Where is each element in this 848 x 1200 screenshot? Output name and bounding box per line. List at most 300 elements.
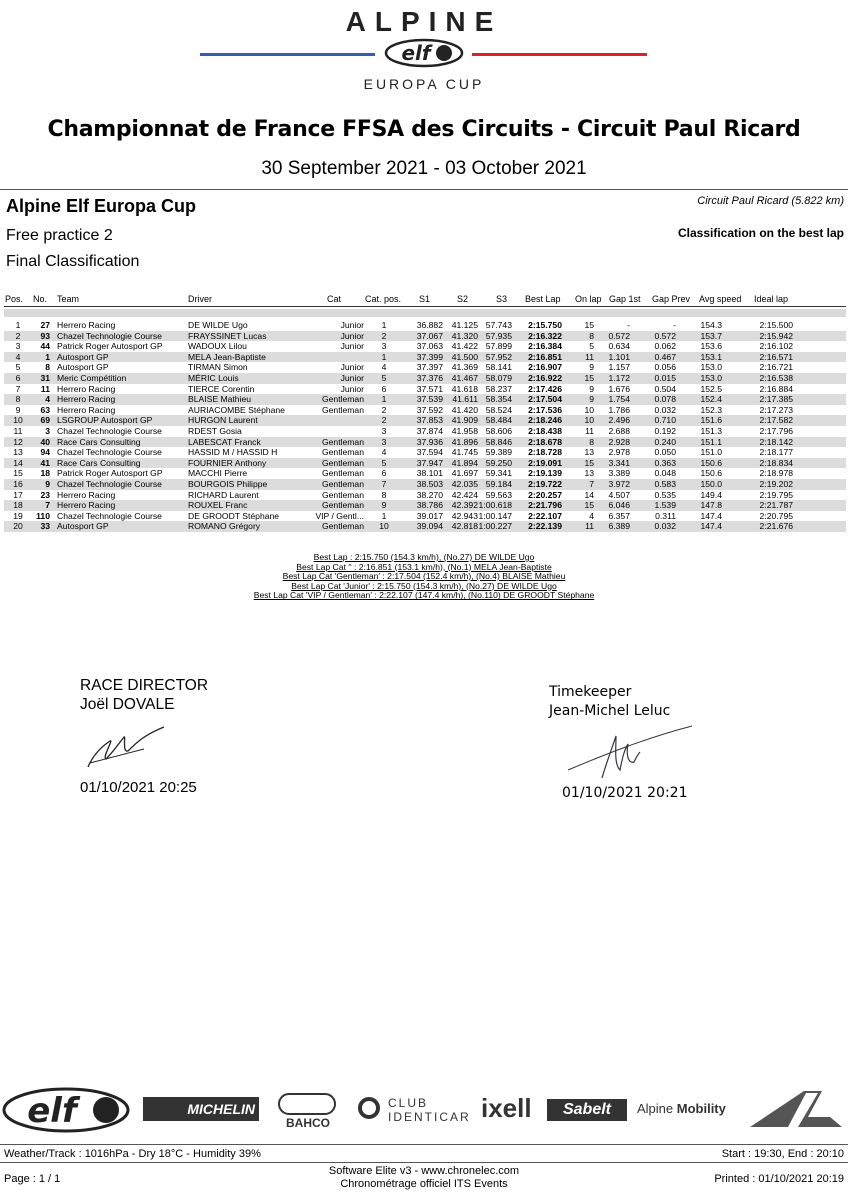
cell-team: Herrero Racing — [57, 404, 116, 415]
cell-onlap: 9 — [589, 362, 594, 373]
cell-pos: 6 — [15, 373, 21, 383]
cell-team: Herrero Racing — [57, 500, 116, 511]
cell-s3: 59.184 — [485, 479, 512, 489]
cell-onlap: 15 — [584, 320, 594, 330]
cell-pos: 16 — [13, 479, 23, 489]
cell-gapprev: 0.583 — [654, 479, 676, 489]
cell-s1: 37.067 — [416, 330, 443, 341]
cell-catpos: 1 — [381, 394, 387, 405]
cell-onlap: 7 — [589, 479, 594, 489]
best-lap-cat-junior: Best Lap Cat 'Junior' : 2:15.750 (154.3 km/h), (No.27) DE WILDE Ugo — [291, 580, 557, 591]
cell-gap1: 1.157 — [608, 362, 630, 373]
cell-no: 27 — [40, 320, 50, 330]
timekeeper-date: 01/10/2021 20:21 — [562, 785, 688, 801]
cell-gapprev: 0.050 — [654, 447, 676, 458]
cell-team: Chazel Technologie Course — [57, 330, 162, 341]
cell-s3: 57.743 — [485, 320, 512, 330]
cell-avg: 153.0 — [700, 373, 722, 383]
cell-s1: 37.397 — [416, 362, 443, 373]
cell-gapprev: 0.062 — [654, 341, 676, 352]
cell-catpos: 3 — [381, 436, 387, 447]
cell-driver: RDEST Gosia — [188, 426, 242, 436]
cell-best: 2:17.504 — [528, 394, 562, 405]
cell-no: 4 — [45, 394, 50, 405]
cell-team: Meric Compétition — [57, 373, 127, 383]
cell-onlap: 10 — [584, 415, 594, 426]
header-no: No. — [33, 294, 48, 304]
cell-driver: FRAYSSINET Lucas — [188, 330, 267, 341]
cell-gapprev: 0.032 — [654, 521, 676, 532]
cell-gapprev: 0.240 — [654, 436, 676, 447]
alpine-mobility-logo: Alpine Mobility — [637, 1101, 726, 1116]
cell-driver: LABESCAT Franck — [188, 436, 261, 447]
cell-best: 2:21.796 — [528, 500, 562, 511]
cell-s2: 41.422 — [451, 341, 478, 352]
cell-driver: RICHARD Laurent — [188, 489, 259, 500]
cell-driver: HASSID M / HASSID H — [188, 447, 278, 458]
cell-pos: 15 — [13, 468, 23, 479]
cell-s1: 37.853 — [416, 415, 443, 426]
cell-team: Autosport GP — [57, 351, 109, 362]
session-times: Start : 19:30, End : 20:10 — [721, 1148, 844, 1160]
cell-catpos: 5 — [381, 457, 387, 468]
cell-driver: BLAISE Mathieu — [188, 394, 252, 405]
cell-catpos: 7 — [381, 479, 387, 489]
cell-gap1: 2.978 — [608, 447, 630, 458]
cell-driver: WADOUX Lilou — [188, 341, 247, 352]
table-row — [0, 490, 848, 501]
table-row — [4, 415, 846, 426]
cell-s2: 41.745 — [451, 447, 478, 458]
cell-s2: 41.909 — [451, 415, 478, 426]
table-row — [0, 511, 848, 522]
cell-no: 18 — [40, 468, 50, 479]
cell-gapprev: 0.032 — [654, 404, 676, 415]
cell-gap1: 4.507 — [608, 489, 630, 500]
cell-onlap: 14 — [584, 489, 594, 500]
cell-cat: Gentleman — [321, 468, 364, 479]
cell-avg: 149.4 — [700, 489, 722, 500]
cell-avg: 150.6 — [700, 468, 722, 479]
cell-pos: 3 — [15, 341, 21, 352]
cell-pos: 12 — [13, 436, 23, 447]
cell-catpos: 6 — [381, 468, 387, 479]
cell-ideal: 2:16.571 — [759, 351, 793, 362]
cell-no: 69 — [40, 415, 50, 426]
cell-best: 2:20.257 — [528, 489, 562, 500]
cell-catpos: 9 — [381, 500, 387, 511]
cell-best: 2:17.536 — [528, 404, 562, 415]
cell-cat: Gentleman — [321, 404, 364, 415]
cell-catpos: 4 — [381, 447, 387, 458]
cell-best: 2:16.907 — [528, 362, 562, 373]
footer-divider — [0, 1144, 848, 1145]
header-avg: Avg speed — [699, 294, 742, 304]
alpine-logo-text: ALPINE — [345, 6, 503, 37]
cell-pos: 10 — [13, 415, 23, 426]
cell-catpos: 5 — [381, 373, 387, 383]
cell-cat: Junior — [340, 330, 364, 341]
cell-avg: 150.0 — [700, 479, 722, 489]
cell-s3: 58.524 — [485, 404, 512, 415]
cell-s3: 58.606 — [485, 426, 512, 436]
cell-driver: MÉRIC Louis — [188, 373, 239, 383]
cell-ideal: 2:19.202 — [759, 479, 793, 489]
cell-team: Herrero Racing — [57, 489, 116, 500]
cell-catpos: 1 — [381, 510, 387, 521]
cell-catpos: 1 — [381, 320, 387, 330]
cell-s1: 37.399 — [416, 351, 443, 362]
cell-gap1: 1.101 — [608, 351, 630, 362]
table-row — [0, 384, 848, 395]
cell-avg: 152.5 — [700, 383, 722, 394]
cell-gap1: 2.928 — [608, 436, 630, 447]
cell-pos: 8 — [15, 394, 21, 405]
page-number: Page : 1 / 1 — [4, 1173, 61, 1185]
cell-onlap: 9 — [589, 394, 594, 405]
cell-pos: 18 — [13, 500, 23, 511]
cell-gapprev: 0.192 — [654, 426, 676, 436]
cell-driver: ROUXEL Franc — [188, 500, 248, 511]
circuit-info: Circuit Paul Ricard (5.822 km) — [697, 195, 844, 207]
cell-s3: 58.141 — [485, 362, 512, 373]
cell-avg: 147.8 — [700, 500, 722, 511]
cell-catpos: 6 — [381, 383, 387, 394]
cell-best: 2:19.722 — [528, 479, 562, 489]
cell-s3: 59.563 — [485, 489, 512, 500]
elf-sponsor-logo — [2, 1087, 130, 1133]
cell-catpos: 3 — [381, 426, 387, 436]
cell-pos: 20 — [13, 521, 23, 532]
cell-pos: 19 — [13, 510, 23, 521]
cell-pos: 17 — [13, 489, 23, 500]
bahco-logo: BAHCO — [286, 1116, 330, 1130]
cell-ideal: 2:18.978 — [759, 468, 793, 479]
cell-s2: 42.424 — [451, 489, 478, 500]
cell-team: Chazel Technologie Course — [57, 510, 162, 521]
cell-ideal: 2:21.676 — [759, 521, 793, 532]
cell-onlap: 8 — [589, 330, 594, 341]
table-header-line — [4, 306, 846, 307]
cell-pos: 11 — [13, 426, 23, 436]
best-lap-cat-vip: Best Lap Cat 'VIP / Gentleman' : 2:22.107 (147.4 km/h), (No.110) DE GROODT Stéphane — [253, 590, 595, 601]
series-name: Alpine Elf Europa Cup — [6, 196, 197, 216]
cell-s1: 37.571 — [416, 383, 443, 394]
software-line: Software Elite v3 - www.chronelec.com — [328, 1165, 520, 1177]
cell-no: 3 — [45, 426, 50, 436]
logo-blue-line — [200, 53, 375, 56]
cell-onlap: 10 — [584, 404, 594, 415]
table-row — [4, 331, 846, 342]
cell-team: Chazel Technologie Course — [57, 426, 162, 436]
cell-avg: 153.6 — [700, 341, 722, 352]
cell-avg: 151.6 — [700, 415, 722, 426]
cell-avg: 150.6 — [700, 457, 722, 468]
header-team: Team — [57, 294, 80, 304]
table-row — [0, 468, 848, 479]
cell-s3: 58.846 — [485, 436, 512, 447]
event-dates: 30 September 2021 - 03 October 2021 — [261, 158, 587, 179]
cell-no: 93 — [40, 330, 50, 341]
cell-driver: MELA Jean-Baptiste — [188, 351, 266, 362]
cell-s1: 39.094 — [416, 521, 443, 532]
cell-s1: 38.101 — [416, 468, 443, 479]
cell-s3: 59.389 — [485, 447, 512, 458]
cell-catpos: 1 — [381, 351, 387, 362]
michelin-logo: MICHELIN — [143, 1097, 259, 1121]
cell-best: 2:18.728 — [528, 447, 562, 458]
cell-pos: 14 — [13, 457, 23, 468]
cell-s1: 37.376 — [416, 373, 443, 383]
cell-gapprev: 0.535 — [654, 489, 676, 500]
timekeeper-signature — [566, 724, 694, 780]
cell-best: 2:22.139 — [528, 521, 562, 532]
cell-best: 2:15.750 — [528, 320, 562, 330]
cell-onlap: 13 — [584, 468, 594, 479]
cell-s2: 41.320 — [451, 330, 478, 341]
table-row — [0, 405, 848, 416]
header-gap1: Gap 1st — [609, 294, 641, 304]
cell-ideal: 2:20.795 — [759, 510, 793, 521]
cell-ideal: 2:19.795 — [759, 489, 793, 500]
cell-ideal: 2:17.385 — [759, 394, 793, 405]
cell-ideal: 2:17.582 — [759, 415, 793, 426]
cell-ideal: 2:16.538 — [759, 373, 793, 383]
cell-team: LSGROUP Autosport GP — [57, 415, 153, 426]
cell-best: 2:16.322 — [528, 330, 562, 341]
cell-ideal: 2:17.273 — [759, 404, 793, 415]
cell-avg: 147.4 — [700, 510, 722, 521]
cell-no: 11 — [40, 383, 50, 394]
cell-gap1: 3.341 — [608, 457, 630, 468]
best-lap-cat-gentleman: Best Lap Cat 'Gentleman' : 2:17.504 (152.4 km/h), (No.4) BLAISE Mathieu — [282, 571, 566, 582]
cell-s3: 1:00.147 — [478, 510, 512, 521]
cell-gapprev: 1.539 — [654, 500, 676, 511]
cell-onlap: 15 — [584, 500, 594, 511]
cell-s3: 57.935 — [485, 330, 512, 341]
cell-gap1: 2.688 — [608, 426, 630, 436]
cell-driver: DE WILDE Ugo — [188, 320, 248, 330]
cell-gap1: 1.786 — [608, 404, 630, 415]
header-cat: Cat — [327, 294, 342, 304]
cell-catpos: 2 — [381, 415, 387, 426]
classification-basis: Classification on the best lap — [677, 226, 844, 240]
cell-cat: Gentleman — [321, 521, 364, 532]
cell-onlap: 11 — [585, 426, 594, 436]
cell-best: 2:18.246 — [528, 415, 562, 426]
cell-onlap: 5 — [589, 341, 594, 352]
cell-gap1: 2.496 — [608, 415, 630, 426]
cell-cat: VIP / Gentl... — [315, 510, 364, 521]
cell-s3: 57.952 — [485, 351, 512, 362]
cell-s2: 41.618 — [451, 383, 478, 394]
club-identicar-icon — [358, 1097, 380, 1119]
cell-s3: 58.237 — [485, 383, 512, 394]
europa-cup-text: EUROPA CUP — [363, 76, 485, 92]
cell-driver: TIRMAN Simon — [188, 362, 248, 373]
logo-red-line — [472, 53, 647, 56]
cell-pos: 4 — [15, 351, 21, 362]
header-s1: S1 — [419, 294, 431, 304]
cell-gapprev: 0.048 — [654, 468, 676, 479]
cell-s2: 42.035 — [451, 479, 478, 489]
cell-no: 8 — [45, 362, 50, 373]
cell-ideal: 2:16.102 — [759, 341, 793, 352]
cell-team: Herrero Racing — [57, 383, 116, 394]
cell-s3: 59.250 — [485, 457, 512, 468]
cell-cat: Gentleman — [321, 447, 364, 458]
cell-team: Autosport GP — [57, 362, 109, 373]
header-s3: S3 — [496, 294, 508, 304]
cell-s3: 58.079 — [485, 373, 512, 383]
cell-gapprev: 0.710 — [654, 415, 676, 426]
cell-cat: Junior — [340, 320, 364, 330]
cell-s2: 42.392 — [451, 500, 478, 511]
cell-avg: 151.1 — [700, 436, 722, 447]
cell-best: 2:16.384 — [528, 341, 562, 352]
printed-time: Printed : 01/10/2021 20:19 — [714, 1173, 844, 1185]
cell-gap1: 0.634 — [608, 341, 630, 352]
cell-driver: MACCHI Pierre — [188, 468, 248, 479]
cell-driver: DE GROODT Stéphane — [188, 510, 280, 521]
cell-s3: 1:00.227 — [478, 521, 512, 532]
cell-pos: 5 — [15, 362, 21, 373]
header-catpos: Cat. pos. — [365, 294, 402, 304]
club-text: CLUB — [388, 1096, 429, 1110]
cell-gapprev: 0.015 — [654, 373, 676, 383]
table-row — [4, 352, 846, 363]
cell-pos: 13 — [13, 447, 23, 458]
header-best: Best Lap — [525, 294, 561, 304]
cell-no: 110 — [36, 510, 50, 521]
cell-no: 41 — [40, 457, 50, 468]
cell-best: 2:19.091 — [528, 457, 562, 468]
cell-team: Patrick Roger Autosport GP — [57, 468, 163, 479]
cell-cat: Junior — [340, 383, 364, 394]
cell-catpos: 2 — [381, 404, 387, 415]
cell-gap1: 1.754 — [608, 394, 630, 405]
cell-driver: ROMANO Grégory — [188, 521, 261, 532]
cell-onlap: 8 — [589, 436, 594, 447]
weather-info: Weather/Track : 1016hPa - Dry 18°C - Humidity 39% — [4, 1148, 261, 1160]
table-row — [0, 426, 848, 437]
cell-cat: Gentleman — [321, 394, 364, 405]
timekeeper-title: Timekeeper — [549, 684, 632, 700]
cell-avg: 151.3 — [700, 426, 722, 436]
cell-s2: 41.894 — [451, 457, 478, 468]
classification-type: Final Classification — [6, 253, 140, 270]
cell-gapprev: 0.467 — [654, 351, 676, 362]
cell-cat: Gentleman — [321, 457, 364, 468]
cell-no: 40 — [40, 436, 50, 447]
cell-s2: 41.896 — [451, 436, 478, 447]
cell-gap1: 1.676 — [608, 383, 630, 394]
cell-s1: 38.786 — [416, 500, 443, 511]
cell-s2: 41.500 — [451, 351, 478, 362]
cell-ideal: 2:21.787 — [759, 500, 793, 511]
cell-s2: 41.697 — [451, 468, 478, 479]
cell-avg: 153.0 — [700, 362, 722, 373]
cell-s2: 41.467 — [451, 373, 478, 383]
cell-avg: 154.3 — [700, 320, 722, 330]
timekeeper-name: Jean-Michel Leluc — [549, 703, 671, 719]
cell-team: Chazel Technologie Course — [57, 447, 162, 458]
cell-s1: 38.270 — [416, 489, 443, 500]
cell-gapprev: 0.572 — [654, 330, 676, 341]
cell-no: 1 — [45, 351, 50, 362]
cell-catpos: 10 — [379, 521, 389, 532]
cell-driver: AURIACOMBE Stéphane — [188, 404, 285, 415]
cell-s2: 42.943 — [451, 510, 478, 521]
cell-driver: HURGON Laurent — [188, 415, 258, 426]
table-row — [0, 320, 848, 331]
cell-s1: 37.592 — [416, 404, 443, 415]
cell-gapprev: - — [673, 320, 676, 330]
cell-no: 7 — [45, 500, 50, 511]
cell-s3: 59.341 — [485, 468, 512, 479]
cell-pos: 9 — [15, 404, 21, 415]
cell-cat: Junior — [340, 373, 364, 383]
cell-s1: 37.063 — [416, 341, 443, 352]
race-director-title: RACE DIRECTOR — [80, 677, 209, 694]
cell-ideal: 2:15.500 — [759, 320, 793, 330]
cell-s1: 37.539 — [416, 394, 443, 405]
race-director-name: Joël DOVALE — [80, 696, 175, 713]
cell-no: 44 — [40, 341, 50, 352]
identicar-text: IDENTICAR — [388, 1110, 471, 1124]
cell-onlap: 9 — [589, 383, 594, 394]
cell-avg: 152.3 — [700, 404, 722, 415]
cell-catpos: 3 — [381, 341, 387, 352]
cell-gap1: 3.389 — [608, 468, 630, 479]
cell-catpos: 2 — [381, 330, 387, 341]
cell-s1: 37.936 — [416, 436, 443, 447]
cell-avg: 153.1 — [700, 351, 722, 362]
cell-onlap: 15 — [584, 457, 594, 468]
header-gapprev: Gap Prev — [652, 294, 691, 304]
cell-avg: 152.4 — [700, 394, 722, 405]
cell-team: Patrick Roger Autosport GP — [57, 341, 163, 352]
table-row — [4, 458, 846, 469]
cell-team: Race Cars Consulting — [57, 457, 141, 468]
cell-no: 94 — [40, 447, 50, 458]
svg-text:elf: elf — [27, 1091, 77, 1131]
footer-divider-2 — [0, 1162, 848, 1163]
cell-gap1: 6.389 — [608, 521, 630, 532]
table-row — [4, 437, 846, 448]
best-lap-cat-empty: Best Lap Cat '' : 2:16.851 (153.1 km/h), (No.1) MELA Jean-Baptiste — [296, 561, 552, 572]
cell-no: 23 — [40, 489, 50, 500]
table-row — [4, 500, 846, 511]
cell-team: Chazel Technologie Course — [57, 479, 162, 489]
ixell-logo: ixell — [481, 1093, 532, 1123]
cell-onlap: 15 — [584, 373, 594, 383]
cell-catpos: 8 — [381, 489, 387, 500]
sponsor-strip — [0, 1085, 848, 1135]
header-divider — [0, 189, 848, 190]
session-name: Free practice 2 — [6, 227, 113, 244]
cell-cat: Gentleman — [321, 479, 364, 489]
best-laps-summary — [0, 553, 848, 601]
table-row — [4, 521, 846, 532]
cell-s3: 57.899 — [485, 341, 512, 352]
alpine-a-logo — [748, 1087, 844, 1131]
chrono-line: Chronométrage officiel ITS Events — [340, 1178, 508, 1190]
cell-s2: 41.420 — [451, 404, 478, 415]
cell-ideal: 2:17.796 — [759, 426, 793, 436]
cell-team: Race Cars Consulting — [57, 436, 141, 447]
cell-ideal: 2:15.942 — [759, 330, 793, 341]
